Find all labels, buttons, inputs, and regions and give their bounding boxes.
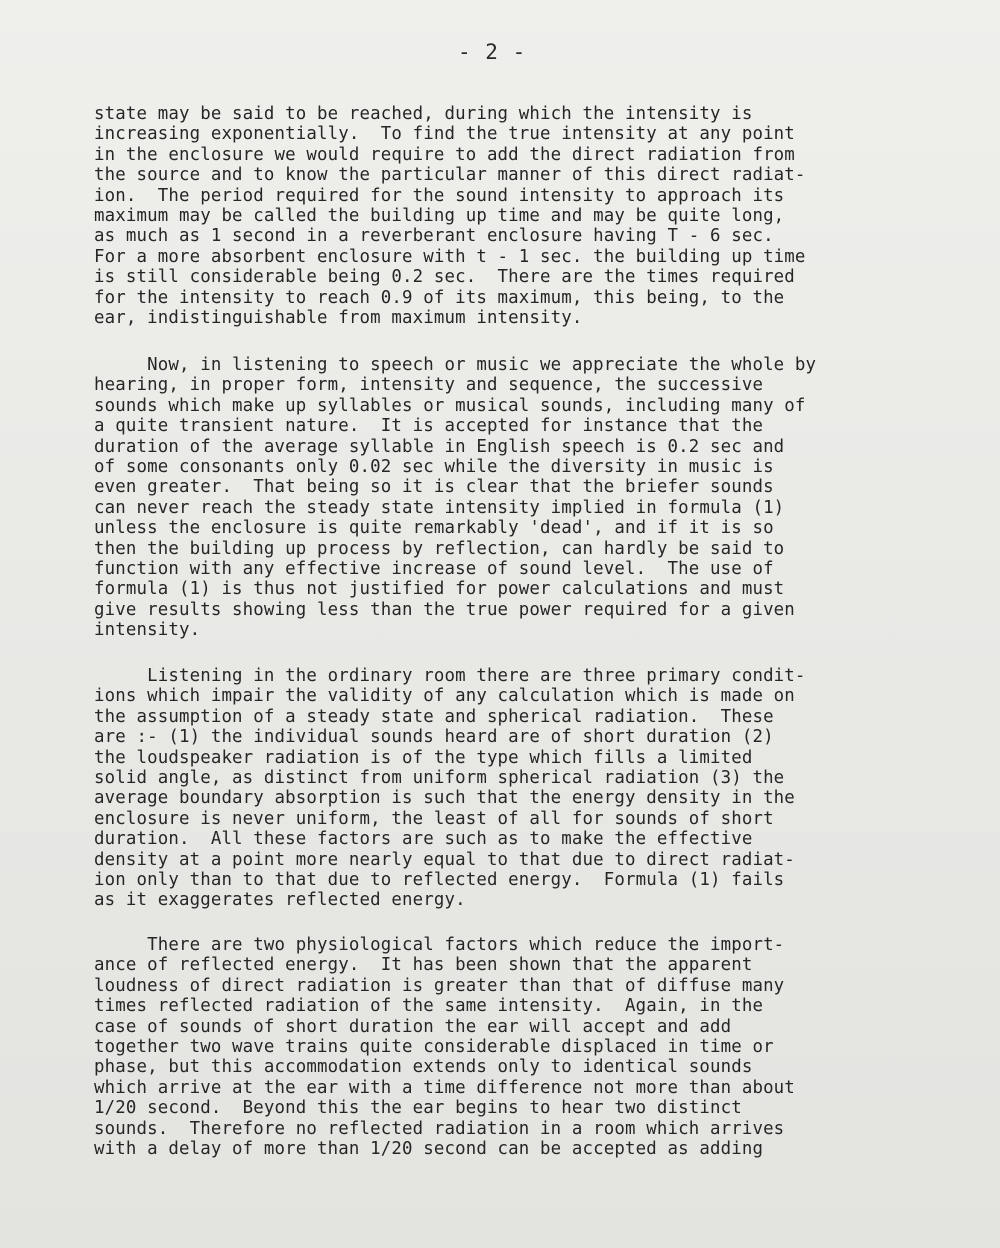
- text-line: maximum may be called the building up time and may be quite long,: [94, 206, 785, 226]
- text-line: ion. The period required for the sound intensity to approach its: [94, 185, 785, 206]
- text-line: a quite transient nature. It is accepted for instance that the: [94, 416, 764, 437]
- page-number: - 2 -: [458, 40, 527, 64]
- text-line: intensity.: [94, 620, 201, 641]
- text-line: duration. All these factors are such as to make the effective: [94, 829, 753, 850]
- text-line: give results showing less than the true power required for a given: [94, 599, 795, 620]
- text-line: ions which impair the validity of any calculation which is made on: [94, 686, 795, 707]
- text-line: state may be said to be reached, during which the intensity is: [94, 104, 753, 124]
- text-line: For a more absorbent enclosure with t - 1 sec. the building up time: [94, 246, 806, 267]
- text-line: phase, but this accommodation extends only to identical sounds: [94, 1057, 753, 1078]
- text-line: formula (1) is thus not justified for power calculations and must: [94, 579, 785, 600]
- text-line: ear, indistinguishable from maximum intensity.: [94, 308, 583, 328]
- text-line: can never reach the steady state intensity implied in formula (1): [94, 497, 785, 518]
- text-line: function with any effective increase of sound level. The use of: [94, 559, 774, 579]
- text-line: in the enclosure we would require to add the direct radiation from: [94, 144, 795, 165]
- text-line: which arrive at the ear with a time difference not more than about: [94, 1077, 795, 1098]
- text-line: with a delay of more than 1/20 second can be accepted as adding: [94, 1139, 764, 1159]
- text-line: Listening in the ordinary room there are three primary condit-: [94, 666, 806, 686]
- text-line: together two wave trains quite considerable displaced in time or: [94, 1037, 774, 1057]
- text-line: unless the enclosure is quite remarkably 'dead', and if it is so: [94, 518, 774, 539]
- text-line: ance of reflected energy. It has been shown that the apparent: [94, 955, 753, 976]
- text-line: as much as 1 second in a reverberant enclosure having T - 6 sec.: [94, 226, 774, 247]
- text-line: then the building up process by reflection, can hardly be said to: [94, 538, 785, 559]
- text-line: for the intensity to reach 0.9 of its maximum, this being, to the: [94, 287, 785, 308]
- text-line: the assumption of a steady state and spherical radiation. These: [94, 706, 774, 727]
- text-line: There are two physiological factors which reduce the import-: [94, 935, 785, 955]
- text-line: loudness of direct radiation is greater than that of diffuse many: [94, 975, 785, 996]
- text-line: average boundary absorption is such that the energy density in the: [94, 788, 795, 809]
- text-line: ion only than to that due to reflected energy. Formula (1) fails: [94, 870, 785, 890]
- text-line: Now, in listening to speech or music we appreciate the whole by: [94, 355, 817, 375]
- text-line: times reflected radiation of the same intensity. Again, in the: [94, 996, 764, 1017]
- text-line: 1/20 second. Beyond this the ear begins to hear two distinct: [94, 1098, 742, 1119]
- text-line: density at a point more nearly equal to that due to direct radiat-: [94, 849, 795, 870]
- text-line: the loudspeaker radiation is of the type which fills a limited: [94, 747, 753, 768]
- text-line: solid angle, as distinct from uniform spherical radiation (3) the: [94, 768, 785, 788]
- text-line: sounds which make up syllables or musical sounds, including many of: [94, 395, 806, 416]
- text-line: sounds. Therefore no reflected radiation in a room which arrives: [94, 1118, 785, 1139]
- text-line: enclosure is never uniform, the least of all for sounds of short: [94, 808, 774, 829]
- text-line: the source and to know the particular manner of this direct radiat-: [94, 165, 806, 186]
- text-line: as it exaggerates reflected energy.: [94, 890, 466, 911]
- text-line: case of sounds of short duration the ear will accept and add: [94, 1016, 732, 1037]
- text-line: even greater. That being so it is clear that the briefer sounds: [94, 477, 774, 498]
- text-line: increasing exponentially. To find the true intensity at any point: [94, 124, 795, 145]
- text-line: is still considerable being 0.2 sec. There are the times required: [94, 267, 795, 288]
- text-line: of some consonants only 0.02 sec while the diversity in music is: [94, 457, 774, 477]
- text-line: are :- (1) the individual sounds heard are of short duration (2): [94, 727, 774, 748]
- text-line: hearing, in proper form, intensity and sequence, the successive: [94, 375, 764, 396]
- text-line: duration of the average syllable in English speech is 0.2 sec and: [94, 436, 785, 457]
